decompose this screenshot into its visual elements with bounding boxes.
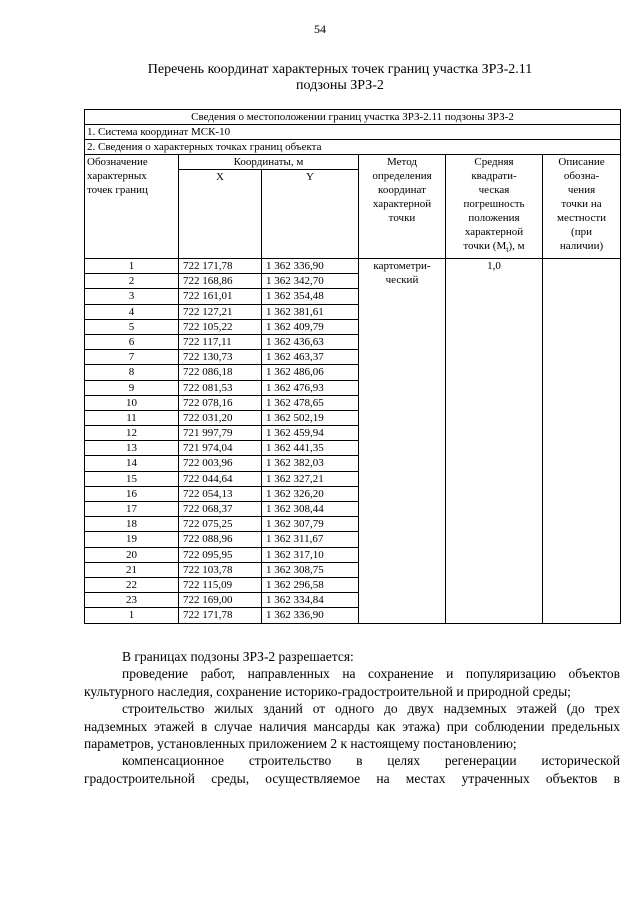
header-designation-line: Обозначение xyxy=(87,156,148,168)
coordinate-x: 722 117,11 xyxy=(179,334,262,349)
header-description-line: наличии) xyxy=(559,240,604,252)
coordinate-x: 722 169,00 xyxy=(179,593,262,608)
coordinate-x: 722 103,78 xyxy=(179,562,262,577)
header-description-line: чения xyxy=(567,184,596,196)
coordinate-y: 1 362 317,10 xyxy=(262,547,359,562)
header-error-line: ческая xyxy=(478,184,510,196)
description-value xyxy=(543,259,621,624)
header-x: X xyxy=(179,170,262,259)
header-description xyxy=(543,155,621,259)
coordinate-y: 1 362 409,79 xyxy=(262,319,359,334)
coordinate-x: 722 031,20 xyxy=(179,410,262,425)
point-number: 3 xyxy=(85,289,179,304)
coordinate-x: 722 171,78 xyxy=(179,608,262,623)
coordinate-y: 1 362 436,63 xyxy=(262,334,359,349)
intro-paragraph: В границах подзоны ЗРЗ-2 разрешается: xyxy=(122,649,354,664)
coordinate-y: 1 362 463,37 xyxy=(262,350,359,365)
coordinate-y: 1 362 336,90 xyxy=(262,259,359,274)
coordinate-x: 721 997,79 xyxy=(179,426,262,441)
header-error-line: квадрати- xyxy=(471,170,517,182)
coordinate-x: 722 171,78 xyxy=(179,259,262,274)
header-designation-line: точек границ xyxy=(87,184,148,196)
point-number: 13 xyxy=(85,441,179,456)
point-number: 1 xyxy=(85,608,179,623)
point-number: 10 xyxy=(85,395,179,410)
table-caption: Сведения о местоположении границ участка ЗРЗ-2.11 подзоны ЗРЗ-2 xyxy=(85,110,621,125)
header-description-line: обозна- xyxy=(563,170,600,182)
point-number: 16 xyxy=(85,486,179,501)
header-description-line: точки на xyxy=(561,198,602,210)
page-number: 54 xyxy=(314,22,326,36)
coordinate-x: 721 974,04 xyxy=(179,441,262,456)
coordinate-y: 1 362 327,21 xyxy=(262,471,359,486)
point-number: 9 xyxy=(85,380,179,395)
header-method-line: определения xyxy=(372,170,432,182)
point-number: 2 xyxy=(85,274,179,289)
coordinate-y: 1 362 336,90 xyxy=(262,608,359,623)
header-error-line: погрешность xyxy=(463,198,525,210)
points-info-row: 2. Сведения о характерных точках границ объекта xyxy=(85,140,621,155)
coordinate-y: 1 362 342,70 xyxy=(262,274,359,289)
coordinate-y: 1 362 308,75 xyxy=(262,562,359,577)
header-y: Y xyxy=(262,170,359,259)
coordinate-x: 722 086,18 xyxy=(179,365,262,380)
header-method-line: Метод xyxy=(387,156,417,168)
coordinate-y: 1 362 502,19 xyxy=(262,410,359,425)
title-line-1: Перечень координат характерных точек границ участка ЗРЗ-2.11 xyxy=(147,62,533,77)
header-error-line: Средняя xyxy=(474,156,514,168)
coordinate-y: 1 362 486,06 xyxy=(262,365,359,380)
point-number: 18 xyxy=(85,517,179,532)
header-designation-line: характерных xyxy=(87,170,147,182)
title-line-2: подзоны ЗРЗ-2 xyxy=(296,78,384,93)
coordinate-system-row: 1. Система координат МСК-10 xyxy=(85,125,621,140)
coordinate-x: 722 168,86 xyxy=(179,274,262,289)
header-description-line: (при xyxy=(571,226,592,238)
coordinate-y: 1 362 382,03 xyxy=(262,456,359,471)
header-description-line: местности xyxy=(556,212,607,224)
table-row xyxy=(85,259,621,274)
coordinate-y: 1 362 296,58 xyxy=(262,577,359,592)
header-method xyxy=(359,155,446,259)
header-error xyxy=(446,155,543,259)
document-title xyxy=(60,62,620,94)
coordinate-y: 1 362 476,93 xyxy=(262,380,359,395)
point-number: 8 xyxy=(85,365,179,380)
coordinate-x: 722 130,73 xyxy=(179,350,262,365)
coordinate-x: 722 105,22 xyxy=(179,319,262,334)
paragraph-preservation: проведение работ, направленных на сохранение и популяризацию объектов культурного наследия, сохранение историко-градостроительной и природной среды; xyxy=(84,666,620,699)
coordinate-y: 1 362 478,65 xyxy=(262,395,359,410)
coordinates-table xyxy=(84,109,621,624)
header-method-line: характерной xyxy=(372,198,432,210)
point-number: 17 xyxy=(85,502,179,517)
header-designation xyxy=(85,155,179,259)
header-coordinates: Координаты, м xyxy=(179,155,359,170)
coordinate-x: 722 003,96 xyxy=(179,456,262,471)
point-number: 7 xyxy=(85,350,179,365)
coordinate-y: 1 362 459,94 xyxy=(262,426,359,441)
point-number: 12 xyxy=(85,426,179,441)
header-error-line: точки $(M_t)$, м xyxy=(463,240,525,255)
coordinate-x: 722 081,53 xyxy=(179,380,262,395)
method-value xyxy=(359,259,446,624)
point-number: 1 xyxy=(85,259,179,274)
coordinate-y: 1 362 334,84 xyxy=(262,593,359,608)
coordinate-x: 722 044,64 xyxy=(179,471,262,486)
coordinate-x: 722 088,96 xyxy=(179,532,262,547)
coordinate-x: 722 068,37 xyxy=(179,502,262,517)
point-number: 11 xyxy=(85,410,179,425)
point-number: 14 xyxy=(85,456,179,471)
coordinate-x: 722 115,09 xyxy=(179,577,262,592)
coordinate-x: 722 075,25 xyxy=(179,517,262,532)
coordinate-y: 1 362 441,35 xyxy=(262,441,359,456)
point-number: 19 xyxy=(85,532,179,547)
coordinate-y: 1 362 326,20 xyxy=(262,486,359,501)
coordinate-y: 1 362 381,61 xyxy=(262,304,359,319)
header-error-line: характерной xyxy=(464,226,524,238)
coordinate-y: 1 362 307,79 xyxy=(262,517,359,532)
point-number: 23 xyxy=(85,593,179,608)
coordinate-y: 1 362 308,44 xyxy=(262,502,359,517)
point-number: 21 xyxy=(85,562,179,577)
point-number: 15 xyxy=(85,471,179,486)
method-value-line: ческий xyxy=(385,274,419,286)
point-number: 4 xyxy=(85,304,179,319)
header-error-line: положения xyxy=(468,212,520,224)
header-method-line: координат xyxy=(378,184,426,196)
coordinate-y: 1 362 354,48 xyxy=(262,289,359,304)
paragraph-compensation: компенсационное строительство в целях регенерации исторической градостроительной среды, осуществляемое на местах утраченных объектов в xyxy=(84,753,620,786)
point-number: 5 xyxy=(85,319,179,334)
coordinate-y: 1 362 311,67 xyxy=(262,532,359,547)
coordinate-x: 722 054,13 xyxy=(179,486,262,501)
paragraph-construction: строительство жилых зданий от одного до двух надземных этажей (до трех надземных этажей в случае наличия мансарды как этажа) при соблюдении предельных параметров, установленных приложением 2 к настоящему постановлению; xyxy=(84,701,620,752)
header-method-line: точки xyxy=(388,212,416,224)
point-number: 6 xyxy=(85,334,179,349)
coordinate-x: 722 161,01 xyxy=(179,289,262,304)
point-number: 22 xyxy=(85,577,179,592)
method-value-line: картометри- xyxy=(373,260,431,272)
body-text xyxy=(84,648,620,787)
error-value: 1,0 xyxy=(446,259,543,624)
coordinate-x: 722 095,95 xyxy=(179,547,262,562)
point-number: 20 xyxy=(85,547,179,562)
coordinate-x: 722 078,16 xyxy=(179,395,262,410)
header-description-line: Описание xyxy=(558,156,605,168)
coordinate-x: 722 127,21 xyxy=(179,304,262,319)
